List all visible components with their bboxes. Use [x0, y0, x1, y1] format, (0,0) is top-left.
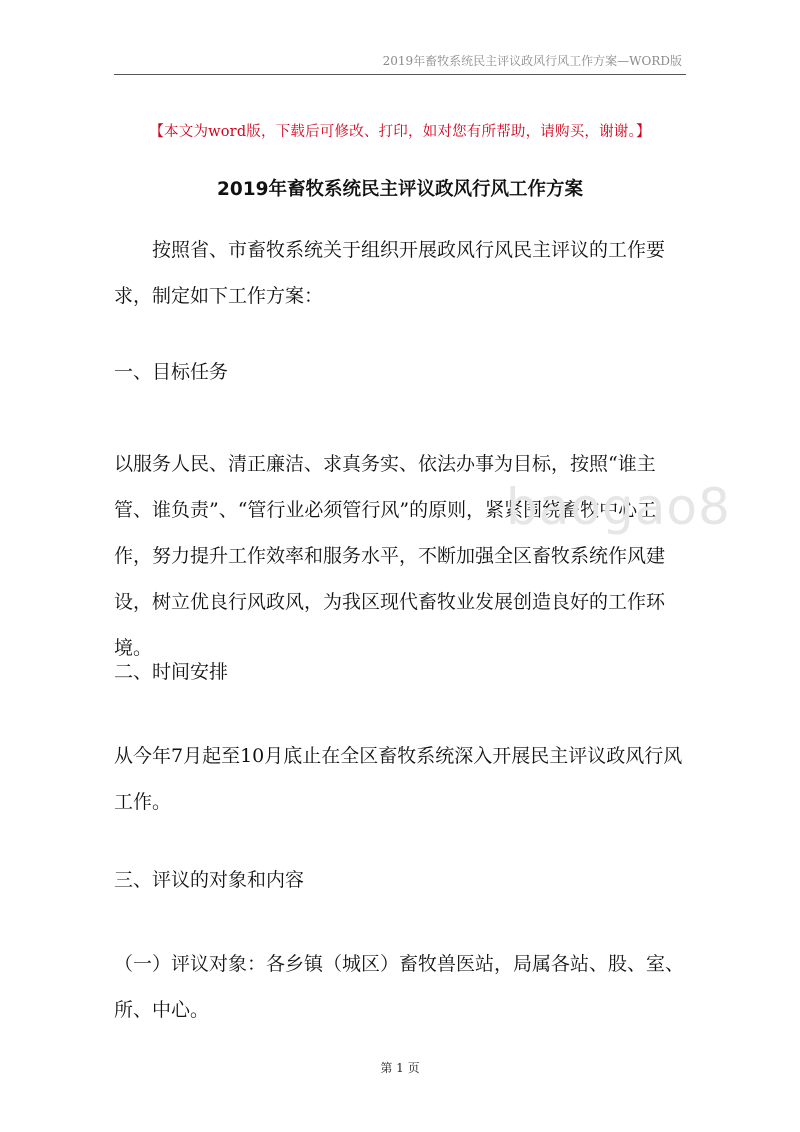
section-heading-evaluation: 三、评议的对象和内容 — [114, 869, 305, 891]
section-item-evaluation-targets: （一）评议对象：各乡镇（城区）畜牧兽医站，局属各站、股、室、所、中心。 — [114, 953, 685, 1021]
header-divider — [114, 74, 686, 75]
section-body-schedule: 从今年7月起至10月底止在全区畜牧系统深入开展民主评议政风行风工作。 — [114, 745, 683, 813]
purchase-notice: 【本文为word版，下载后可修改、打印，如对您有所帮助，请购买，谢谢。】 — [149, 124, 651, 140]
section-body-goals: 以服务人民、清正廉洁、求真务实、依法办事为目标，按照“谁主管、谁负责”、“管行业必须管行风”的原则，紧紧围绕畜牧中心工作，努力提升工作效率和服务水平，不断加强全区畜牧系统作风建设，树立优良行风政风，为我区现代畜牧业发展创造良好的工作环境。 — [114, 453, 666, 659]
watermark: baogao8 — [506, 478, 731, 536]
section-heading-schedule: 二、时间安排 — [114, 661, 229, 683]
running-header: 2019年畜牧系统民主评议政风行风工作方案—WORD版 — [382, 54, 682, 68]
document-title: 2019年畜牧系统民主评议政风行风工作方案 — [217, 179, 583, 200]
page-number: 第 1 页 — [380, 1061, 420, 1075]
intro-paragraph: 按照省、市畜牧系统关于组织开展政风行风民主评议的工作要求，制定如下工作方案： — [114, 239, 666, 307]
section-heading-goals: 一、目标任务 — [114, 361, 229, 383]
